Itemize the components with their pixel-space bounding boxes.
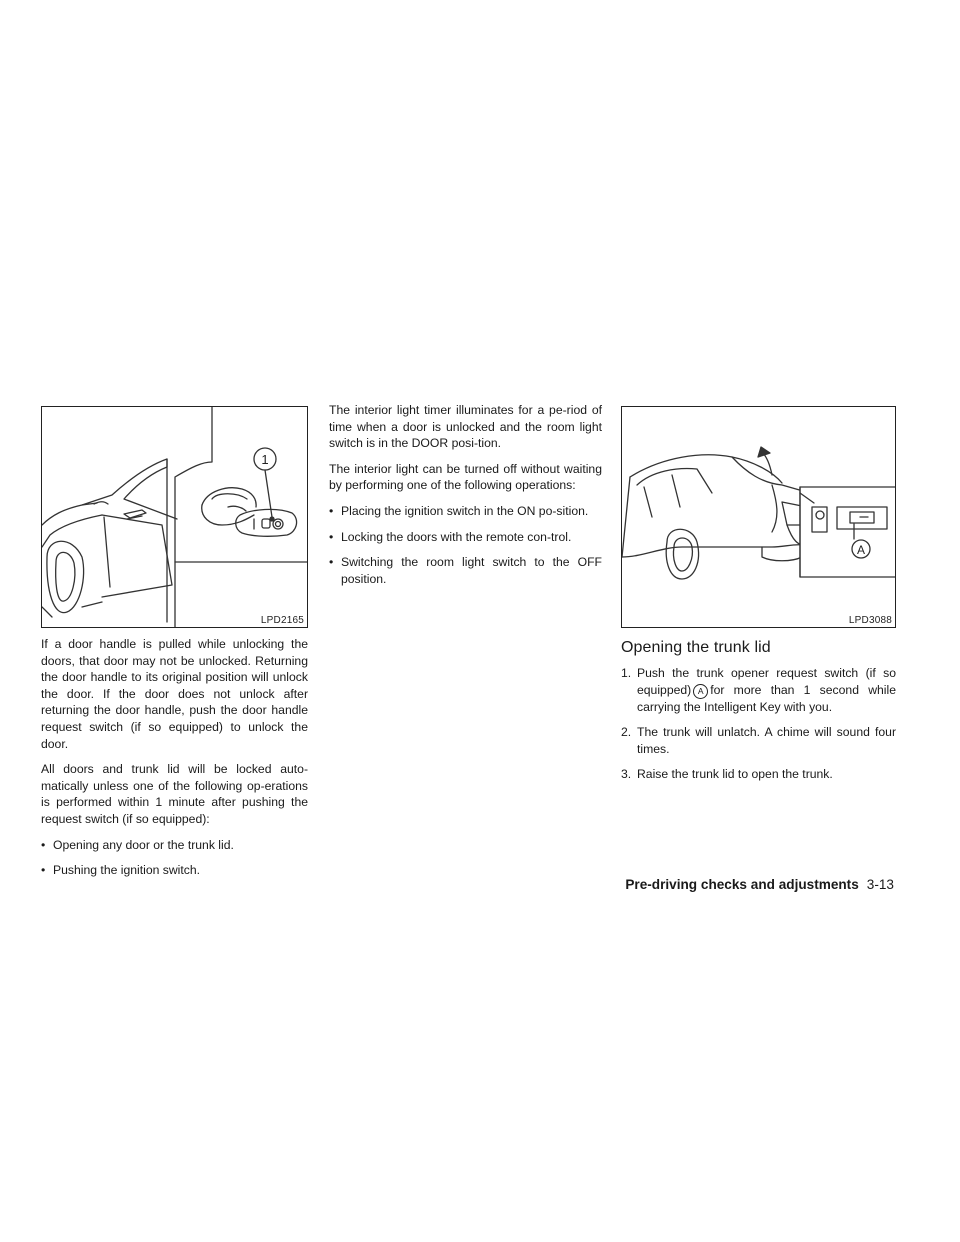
bullet-icon: • bbox=[41, 837, 46, 852]
figure-code: LPD2165 bbox=[260, 615, 304, 626]
list-item-text: Locking the doors with the remote con-trol. bbox=[341, 529, 572, 544]
bullet-icon: • bbox=[41, 863, 46, 878]
list-item bbox=[41, 837, 308, 854]
paragraph: All doors and trunk lid will be locked auto-matically unless one of the following op-erations is performed within 1 minute after pushing the request switch (if so equipped): bbox=[41, 762, 308, 826]
step-item bbox=[621, 665, 896, 715]
figure-code: LPD3088 bbox=[848, 615, 892, 626]
list-item bbox=[329, 529, 602, 546]
step-item bbox=[621, 724, 896, 757]
page-footer bbox=[625, 877, 894, 892]
step-text: for more than 1 second while carrying the Intelligent Key with you. bbox=[637, 682, 896, 714]
step-item bbox=[621, 766, 896, 783]
list-item-text: Opening any door or the trunk lid. bbox=[53, 837, 234, 852]
page-number: 3-13 bbox=[866, 877, 894, 892]
step-text: The trunk will unlatch. A chime will sound four times. bbox=[637, 725, 896, 756]
paragraph: If a door handle is pulled while unlocking the doors, that door may not be unlocked. Returning the door handle to its original position will unlock the door. If the door does not unlock after returning the door handle, push the door handle request switch (if so equipped) to unlock the door. bbox=[41, 637, 308, 751]
paragraph: The interior light can be turned off without waiting by performing one of the following operations: bbox=[329, 461, 602, 493]
middle-column bbox=[329, 402, 602, 596]
callout-a-icon: A bbox=[693, 684, 708, 699]
trunk-illustration bbox=[621, 406, 896, 628]
list-item bbox=[329, 554, 602, 587]
trunk-opener-drawing bbox=[622, 407, 896, 627]
list-item-text: Pushing the ignition switch. bbox=[53, 863, 201, 878]
bullet-icon: • bbox=[329, 529, 334, 544]
step-text: Raise the trunk lid to open the trunk. bbox=[637, 767, 833, 782]
left-column bbox=[41, 406, 308, 888]
figure-callout-1: 1 bbox=[261, 452, 269, 467]
list-item-text: Switching the room light switch to the OFF position. bbox=[341, 555, 602, 586]
list-item-text: Placing the ignition switch in the ON po-sition. bbox=[341, 503, 589, 518]
footer-section-title: Pre-driving checks and adjustments bbox=[625, 877, 859, 892]
bullet-icon: • bbox=[329, 503, 334, 518]
step-number: 3. bbox=[621, 767, 632, 782]
bullet-icon: • bbox=[329, 555, 334, 570]
steps-list bbox=[621, 665, 896, 783]
door-handle-illustration bbox=[41, 406, 308, 628]
step-number: 2. bbox=[621, 725, 632, 740]
bullet-list bbox=[329, 503, 602, 587]
step-text: Push the trunk opener request switch (if so equipped) bbox=[637, 666, 896, 697]
list-item bbox=[41, 862, 308, 879]
paragraph: The interior light timer illuminates for a pe-riod of time when a door is unlocked and the room light switch is in the DOOR posi-tion. bbox=[329, 403, 602, 451]
step-number: 1. bbox=[621, 666, 632, 680]
list-item bbox=[329, 503, 602, 520]
figure-callout-a: A bbox=[856, 543, 866, 557]
car-door-handle-drawing bbox=[42, 407, 308, 627]
bullet-list bbox=[41, 837, 308, 879]
right-column bbox=[621, 406, 896, 792]
section-heading: Opening the trunk lid bbox=[621, 639, 771, 656]
